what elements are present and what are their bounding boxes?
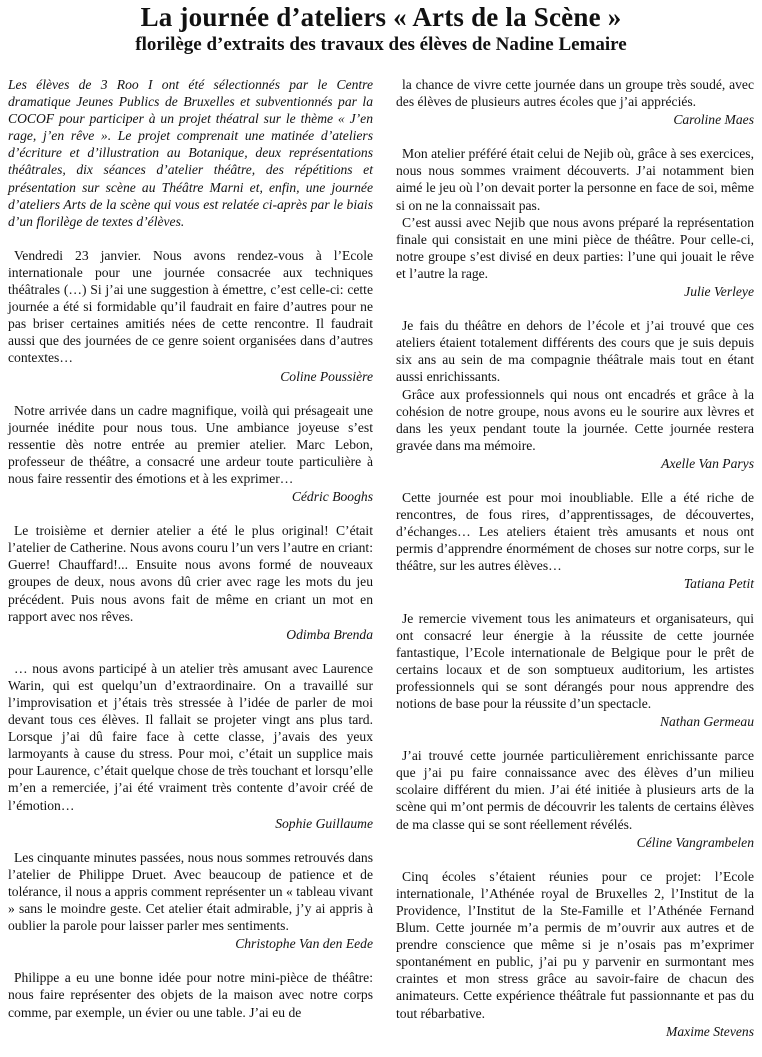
paragraph: Notre arrivée dans un cadre magnifique, voilà qui présageait une journée inédite pour nous tous. Une ambiance joyeuse s’est ressentie dès notre entrée au premier atelier. Marc Lebon, professeur de théâtre, a consacré une ardeur toute particulière à nous faire ressentir des émotions et à les exprimer… [8,402,373,486]
testimony-block [396,610,754,731]
author-signature: Christophe Van den Eede [235,936,373,952]
testimony-block [396,489,754,593]
testimony-block [8,849,373,953]
author-signature: Tatiana Petit [683,576,754,592]
testimony-block [8,660,373,832]
page-subtitle: florilège d’extraits des travaux des élèves de Nadine Lemaire [135,34,627,55]
author-signature: Odimba Brenda [286,626,373,642]
paragraph: Grâce aux professionnels qui nous ont encadrés et grâce à la cohésion de notre groupe, nous avons eu le sourire aux lèvres et dans les yeux pendant toute la journée. Cette journée restera gravée dans ma mémoire. [396,386,754,453]
paragraph: Je remercie vivement tous les animateurs et organisateurs, qui ont consacré leur énergie à la réussite de cette journée fantastique, l’Ecole internationale de Belgique pour le prêt de certains locaux et de son somptueux auditorium, les artistes professionnels qui se sont dérangés pour nous apprendre des notions de base pour la réussite d’un spectacle. [396,610,754,711]
author-signature: Axelle Van Parys [661,455,754,471]
paragraph: Mon atelier préféré était celui de Nejib où, grâce à ses exercices, nous nous sommes vraiment découverts. J’ai notamment bien aimé le jeu où l’on devait porter la personne en face de soi, même si on ne la connaissait pas. [396,146,754,213]
testimony-block [8,522,373,643]
paragraph: J’ai trouvé cette journée particulièrement enrichissante parce que j’ai pu faire connaissance avec des élèves d’un milieu scolaire différent du mien. J’ai été initiée à plusieurs arts de la scène qui m’ont permis de découvrir les talents de certains élèves de ma classe qui se sont réellement révélés. [396,748,754,832]
right-column [396,76,754,1057]
testimony-block [396,868,754,1040]
paragraph: Cinq écoles s’étaient réunies pour ce projet: l’Ecole internationale, l’Athénée royal de Bruxelles 2, l’Institut de la Providence, l’Institut de la Ste-Famille et l’Athénée Fernand Blum. Cette journée m’a permis de m’ouvrir aux autres et de prendre conscience que même si je n’osais pas m’exprimer spontanément en public, j’ai pu y parvenir en surmontant mes craintes et mon stress grâce au savoir-faire de chacun des animateurs. Cette expérience théâtrale fut passionnante et pas du tout rébarbative. [396,868,754,1021]
testimony-block [8,247,373,385]
author-signature: Céline Vangrambelen [636,834,754,850]
paragraph: … nous avons participé à un atelier très amusant avec Laurence Warin, qui est quelqu’un d’extraordinaire. On a travaillé sur l’improvisation et j’étais très stressée à l’idée de parler de moi devant tous ces élèves. Il fallait se projeter vingt ans plus tard. Lorsque j’ai dû faire face à cette classe, j’avais des yeux larmoyants à cause du stress. Pour moi, c’était un supplice mais pour Laurence, c’était quelque chose de très touchant et lorsqu’elle m’en a remerciée, j’ai été vraiment très contente d’avoir créé de l’émotion… [8,660,373,813]
paragraph: Cette journée est pour moi inoubliable. Elle a été riche de rencontres, de fous rires, d’apprentissages, de découvertes, d’échanges… Les ateliers étaient très amusants et nous ont permis d’apprendre énormément de choses sur notre corps, sur le théâtre, sur les autres élèves… [396,489,754,574]
testimony-block [396,76,754,128]
author-signature: Nathan Germeau [659,714,754,730]
paragraph: C’est aussi avec Nejib que nous avons préparé la représentation finale qui consistait en une mini pièce de théâtre. Pour celle-ci, notre groupe s’est divisé en deux parties: l’une qui jouait le rêve et l’autre la rage. [396,214,754,281]
paragraph: Philippe a eu une bonne idée pour notre mini-pièce de théâtre: nous faire représenter des objets de la maison avec notre corps comme, par exemple, un évier ou une table. J’ai eu de [8,970,373,1020]
paragraph: Le troisième et dernier atelier a été le plus original! C’était l’atelier de Catherine. Nous avons couru l’un vers l’autre en criant: Guerre! Chauffard!... Ensuite nous avons formé de nouveaux groupes de deux, nous avons dû crier avec rage les mots du jeu précédent. Puis nous avons fait de même en criant un mot en rapport avec nos rêves. [8,523,373,624]
author-signature: Julie Verleye [684,284,754,300]
testimony-block [396,145,754,300]
paragraph: Les élèves de 3 Roo I ont été sélectionnés par le Centre dramatique Jeunes Publics de Bruxelles et subventionnés par la COCOF pour participer à un projet théatral sur le thème « J’en rage, j’en rêve ». Le projet comprenait une matinée d’ateliers d’écriture et d’illustration au Botanique, deux représentations théâtrales, dix séances d’atelier théâtre, des répétitions et présentation sur scène au Théâtre Marni et, enfin, une journée d’ateliers Arts de la scène qui vous est relatée ci-après par le biais d’un florilège de textes d’élèves. [8,77,373,229]
author-signature: Maxime Stevens [666,1023,754,1039]
intro-block [8,76,373,230]
paragraph: Je fais du théâtre en dehors de l’école et j’ai trouvé que ces ateliers étaient totalement différents des cours que je suis depuis six ans au sein de ma compagnie théâtrale mais tout en étant aussi enrichissants. [396,318,754,385]
testimony-block [396,317,754,472]
author-signature: Cédric Booghs [291,489,373,505]
testimony-block [8,969,373,1020]
page-title: La journée d’ateliers « Arts de la Scène » [140,2,622,32]
author-signature: Sophie Guillaume [275,815,373,831]
testimony-block [396,747,754,851]
paragraph: la chance de vivre cette journée dans un groupe très soudé, avec des élèves de plusieurs autres écoles que j’ai appréciés. [396,77,754,110]
author-signature: Caroline Maes [673,112,754,128]
author-signature: Coline Poussière [280,368,373,384]
paragraph: Les cinquante minutes passées, nous nous sommes retrouvés dans l’atelier de Philippe Druet. Avec beaucoup de patience et de tolérance, il nous a appris comment représenter un « tableau vivant » sans le moindre geste. Cet atelier était admirable, j’y ai appris à oublier la parole pour laisser parler mes sentiments. [8,849,373,934]
paragraph: Vendredi 23 janvier. Nous avons rendez-vous à l’Ecole internationale pour une journée consacrée aux techniques théâtrales (…) Si j’ai une suggestion à émettre, c’est celle-ci: cette journée a été si formidable qu’il faudrait en faire d’autres pour ne pas briser certaines amitiés nées de cette rencontre. Il faudrait aussi que des journées de ce genre soient organisées dans d’autres contextes… [8,247,373,366]
testimony-block [8,402,373,506]
left-column [8,76,373,1038]
